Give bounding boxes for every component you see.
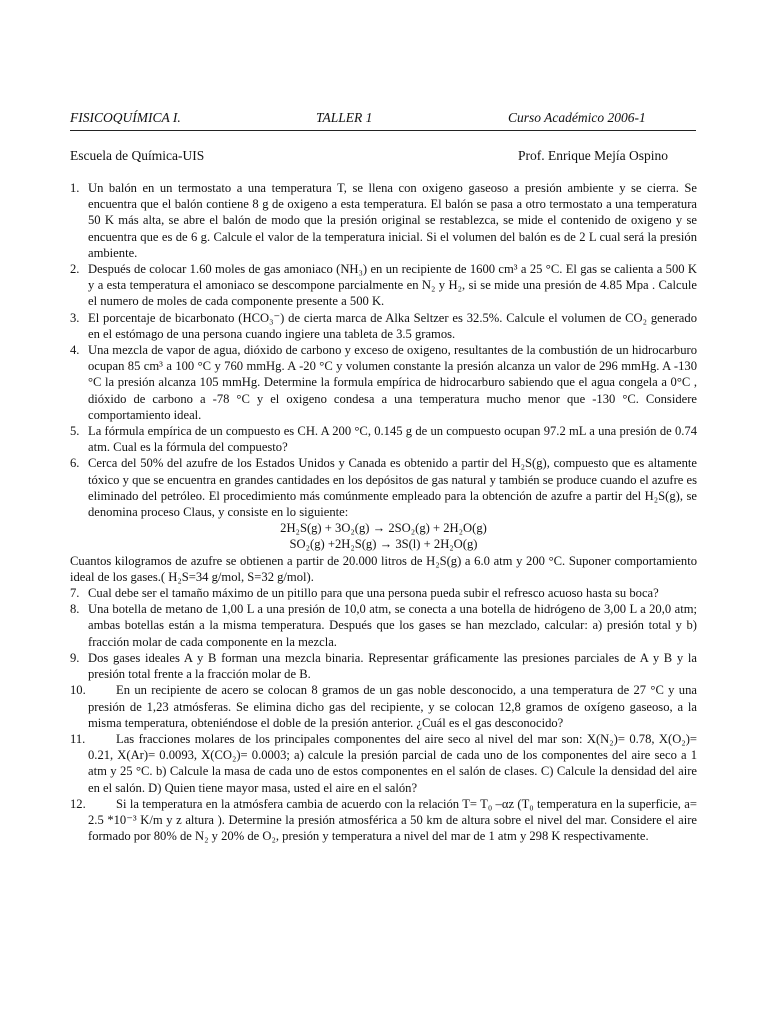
problem-10	[70, 682, 697, 731]
problem-text: El porcentaje de bicarbonato (HCO₃⁻) de cierta marca de Alka Seltzer es 32.5%. Calcule el volumen de CO₂ generado en el estómago de una persona cuando ingiere una tableta de 3.5 gramos.	[88, 310, 697, 341]
problem-number: 6.	[70, 456, 80, 471]
problem-1	[70, 180, 697, 261]
professor-name: Prof. Enrique Mejía Ospino	[518, 148, 668, 163]
problem-4	[70, 342, 697, 423]
problem-text: Un balón en un termostato a una temperatura T, se llena con oxigeno gaseoso a presión ambiente y se cierra. Se encuentra que el balón contiene 8 g de oxigeno a esta temperatura. El balón se pasa a otro termostato a una temperatura 50 K más alta, se abre el balón de modo que la presión original se restablezca, se mide el contenido de oxigeno y se encuentra que es de 6 g. Calcule el valor de la temperatura inicial. Si el volumen del balón es de 2 L cual será la presión ambiente.	[88, 181, 697, 260]
problem-text: Una mezcla de vapor de agua, dióxido de carbono y exceso de oxigeno, resultantes de la combustión de un hidrocarburo ocupan 85 cm³ a 100 °C y 760 mmHg. A -20 °C y volumen constante la presión alcanza un valor de 296 mmHg. A -130 °C la presión alcanza 105 mmHg. Determine la formula empírica de hidrocarburo sabiendo que el agua congela a 0°C , dióxido de carbono a -78 °C y el oxigeno condesa a una temperatura mucho menor que -130 °C. Considere comportamiento ideal.	[88, 343, 697, 422]
header-term: Curso Académico 2006-1	[508, 110, 646, 125]
problem-number: 5.	[70, 424, 80, 439]
problem-number: 2.	[70, 262, 80, 277]
header-title: TALLER 1	[316, 110, 373, 125]
problem-2	[70, 261, 697, 310]
problem-text: En un recipiente de acero se colocan 8 gramos de un gas noble desconocido, a una temperatura de 27 °C y una presión de 1,23 atmósferas. Se elimina dicho gas del recipiente, y se colocan 12,8 gramos de oxígeno gaseoso, a la misma temperatura, obteniéndose el doble de la presión anterior. ¿Cuál es el gas desconocido?	[88, 683, 697, 730]
problem-number: 3.	[70, 310, 80, 325]
equation-2: SO₂(g) +2H₂S(g) → 3S(l) + 2H₂O(g)	[289, 537, 478, 552]
problem-text: Cual debe ser el tamaño máximo de un pitillo para que una persona pueda subir el refresco acuoso hasta su boca?	[88, 586, 659, 601]
problem-6-question: Cuantos kilogramos de azufre se obtienen a partir de 20.000 litros de H₂S(g) a 6.0 atm y 200 °C. Suponer comportamiento ideal de los gases.( H₂S=34 g/mol, S=32 g/mol).	[70, 553, 697, 584]
page-subheader	[70, 148, 696, 168]
problem-7	[70, 585, 697, 601]
problem-9	[70, 650, 697, 682]
problem-text: Después de colocar 1.60 moles de gas amoniaco (NH₃) en un recipiente de 1600 cm³ a 25 °C. El gas se calienta a 500 K y a esta temperatura el amoniaco se descompone parcialmente en N₂ y H₂, si se mide una presión de 4.85 Mpa . Calcule el numero de moles de cada componente presente a 500 K.	[88, 262, 697, 309]
problem-11	[70, 731, 697, 796]
problem-text: Una botella de metano de 1,00 L a una presión de 10,0 atm, se conecta a una botella de hidrógeno de 3,00 L a 20,0 atm; ambas botellas están a la misma temperatura. Después que los gases se han mezclado, calcular: a) presión total y b) fracción molar de cada componente en la mezcla.	[88, 602, 697, 649]
problem-5	[70, 423, 697, 455]
problem-text: Dos gases ideales A y B forman una mezcla binaria. Representar gráficamente las presiones parciales de A y B y la presión total frente a la fracción molar de B.	[88, 650, 697, 682]
problem-8	[70, 601, 697, 650]
problem-12	[70, 796, 697, 845]
problem-number: 4.	[70, 343, 80, 358]
problem-number: 12.	[70, 796, 86, 811]
problem-3	[70, 310, 697, 342]
problem-number: 7.	[70, 586, 80, 601]
problem-text: La fórmula empírica de un compuesto es CH. A 200 °C, 0.145 g de un compuesto ocupan 97.2 mL a una presión de 0.74 atm. Cual es la fórmula del compuesto?	[88, 424, 697, 455]
problem-text: Las fracciones molares de los principales componentes del aire seco al nivel del mar son: X(N₂)= 0.78, X(O₂)= 0.21, X(Ar)= 0.0093, X(CO₂)= 0.0003; a) calcule la presión parcial de cada uno de los componentes del aire seco a 1 atm y 25 °C. b) Calcule la masa de cada uno de estos componentes en el salón de clases. C) Calcule la densidad del aire en el salón. D) Quien tiene mayor masa, usted el aire en el salón?	[88, 731, 697, 795]
header-course: FISICOQUÍMICA I.	[70, 110, 181, 125]
problem-6	[70, 455, 697, 520]
problem-number: 9.	[70, 650, 80, 665]
school-name: Escuela de Química-UIS	[70, 148, 205, 163]
problem-number: 10.	[70, 683, 86, 698]
equation-1: 2H₂S(g) + 3O₂(g) → 2SO₂(g) + 2H₂O(g)	[280, 521, 487, 536]
problem-number: 11.	[70, 731, 86, 746]
problem-text: Si la temperatura en la atmósfera cambia de acuerdo con la relación T= T₀ –αz (T₀ temperatura en la superficie, a= 2.5 *10⁻³ K/m y z altura ). Determine la presión atmosférica a 50 km de altura sobre el nivel del mar. Considere el aire formado por 80% de N₂ y 20% de O₂, presión y temperatura a nivel del mar de 1 atm y 298 K respectivamente.	[88, 796, 697, 844]
problem-number: 8.	[70, 602, 80, 617]
page-header	[70, 110, 696, 130]
header-divider	[70, 130, 696, 131]
problem-list	[70, 180, 697, 844]
problem-text: Cerca del 50% del azufre de los Estados Unidos y Canada es obtenido a partir del H₂S(g), compuesto que es altamente tóxico y que se encuentra en grandes cantidades en los depósitos de gas natural y también se produce cuando el azufre es eliminado del petróleo. El procedimiento más comúnmente empleado para la obtención de azufre a partir del H₂S(g), se denomina proceso Claus, y consiste en lo siguiente:	[88, 456, 697, 520]
problem-number: 1.	[70, 181, 80, 195]
